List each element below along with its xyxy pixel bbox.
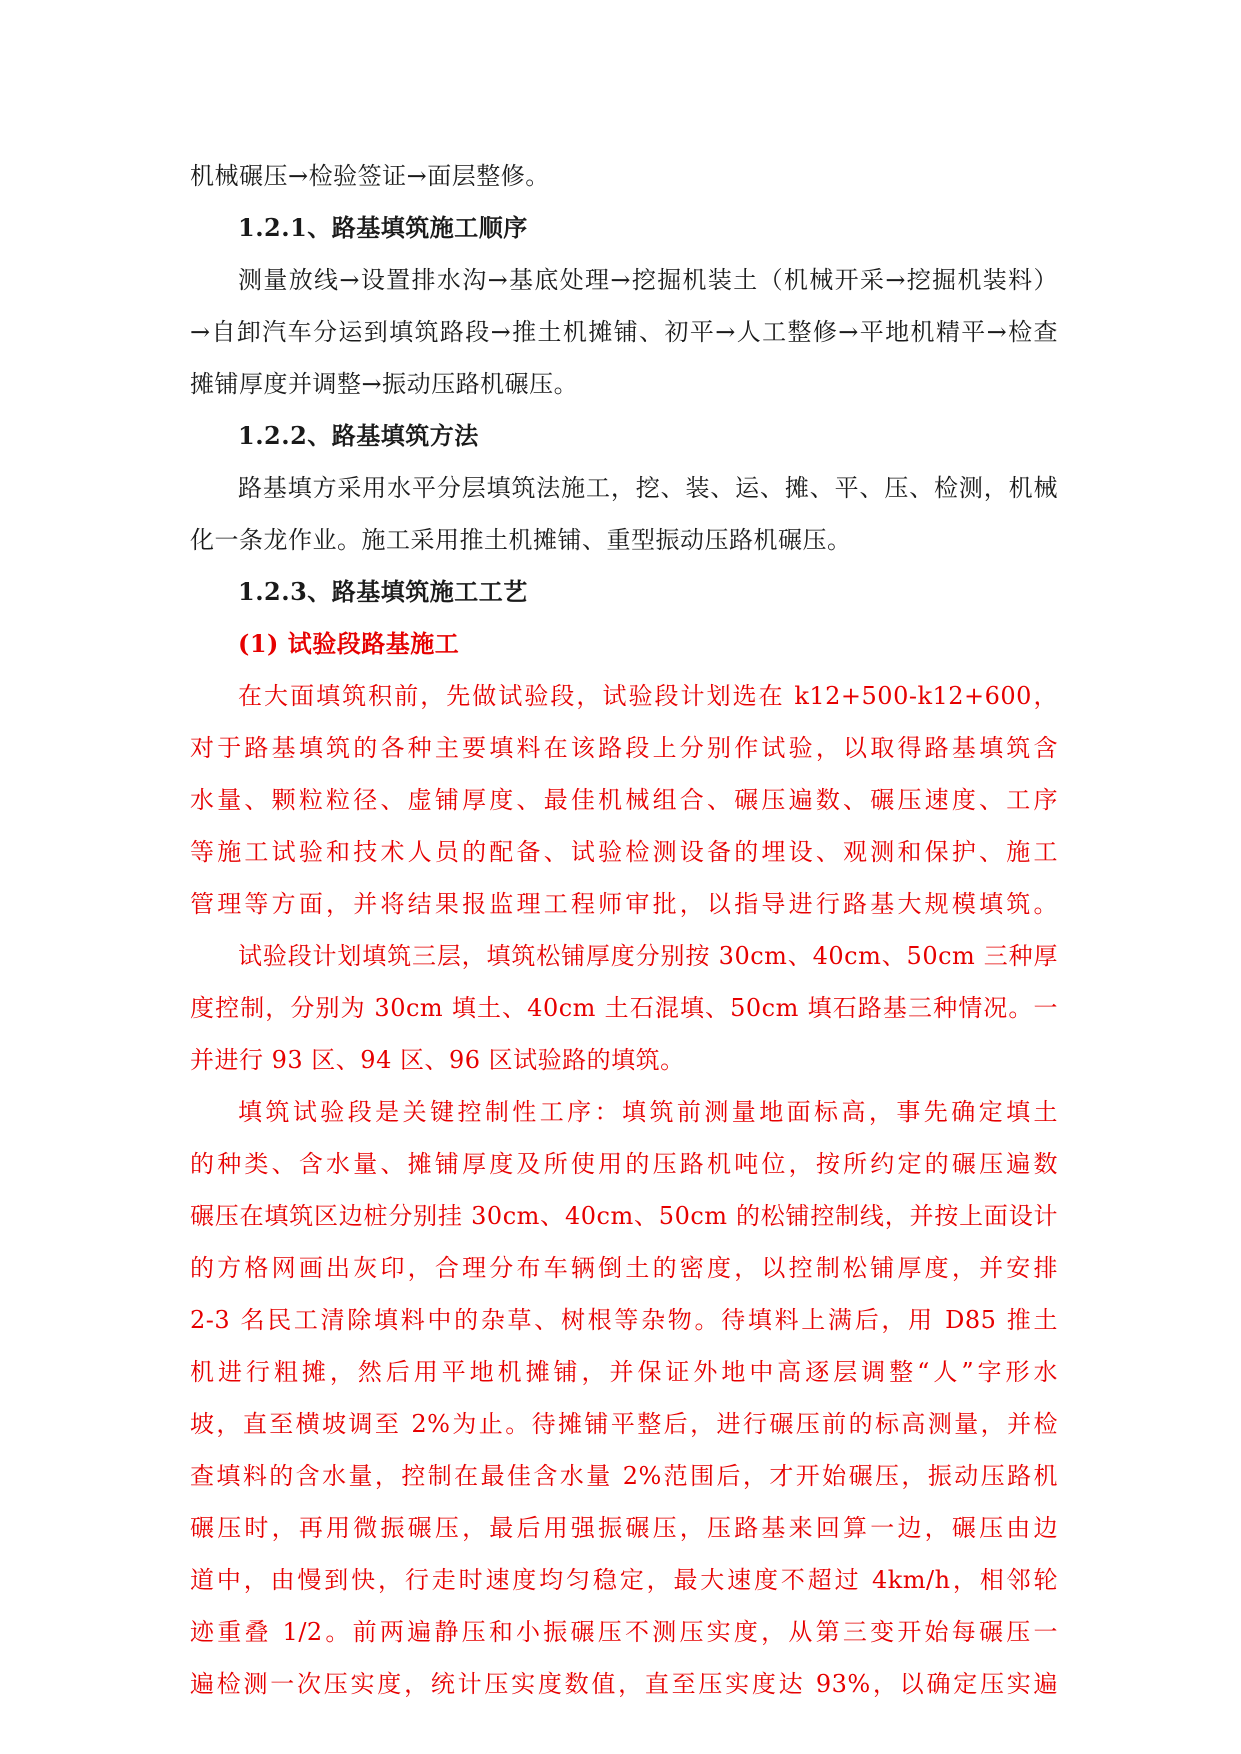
- paragraph-line: 机进行粗摊，然后用平地机摊铺，并保证外地中高逐层调整“人”字形水: [190, 1358, 1058, 1386]
- document-body: [190, 150, 1058, 1710]
- paragraph-line: 机械碾压→检验签证→面层整修。: [190, 162, 550, 190]
- paragraph-line: 对于路基填筑的各种主要填料在该路段上分别作试验，以取得路基填筑含: [190, 734, 1058, 762]
- section-heading-1-2-2: 1.2.2、路基填筑方法: [238, 421, 479, 450]
- paragraph-line: 试验段计划填筑三层，填筑松铺厚度分别按 30cm、40cm、50cm 三种厚: [238, 942, 1058, 970]
- paragraph-line: 2-3 名民工清除填料中的杂草、树根等杂物。待填料上满后，用 D85 推土: [190, 1306, 1058, 1334]
- section-heading-1-2-3: 1.2.3、路基填筑施工工艺: [238, 577, 528, 606]
- paragraph-line: 度控制，分别为 30cm 填土、40cm 土石混填、50cm 填石路基三种情况。一: [190, 994, 1058, 1022]
- paragraph-line: 化一条龙作业。施工采用推土机摊铺、重型振动压路机碾压。: [190, 526, 852, 554]
- paragraph-line: →自卸汽车分运到填筑路段→推土机摊铺、初平→人工整修→平地机精平→检查: [190, 318, 1058, 346]
- paragraph-line: 查填料的含水量，控制在最佳含水量 2%范围后，才开始碾压，振动压路机: [190, 1462, 1058, 1490]
- paragraph-line: 在大面填筑积前，先做试验段，试验段计划选在 k12+500-k12+600，: [238, 682, 1058, 710]
- paragraph-line: 的种类、含水量、摊铺厚度及所使用的压路机吨位，按所约定的碾压遍数: [190, 1150, 1058, 1178]
- paragraph-line: 等施工试验和技术人员的配备、试验检测设备的埋设、观测和保护、施工: [190, 838, 1058, 866]
- paragraph-line: 碾压时，再用微振碾压，最后用强振碾压，压路基来回算一边，碾压由边: [190, 1514, 1058, 1542]
- paragraph-line: 遍检测一次压实度，统计压实度数值，直至压实度达 93%，以确定压实遍: [190, 1670, 1058, 1698]
- paragraph-line: 的方格网画出灰印，合理分布车辆倒土的密度，以控制松铺厚度，并安排: [190, 1254, 1058, 1282]
- paragraph-line: 路基填方采用水平分层填筑法施工，挖、装、运、摊、平、压、检测，机械: [238, 474, 1058, 502]
- section-heading-1-2-1: 1.2.1、路基填筑施工顺序: [238, 213, 528, 242]
- subsection-heading-trial-section: (1) 试验段路基施工: [238, 629, 460, 658]
- paragraph-line: 水量、颗粒粒径、虚铺厚度、最佳机械组合、碾压遍数、碾压速度、工序: [190, 786, 1058, 814]
- paragraph-line: 迹重叠 1/2。前两遍静压和小振碾压不测压实度，从第三变开始每碾压一: [190, 1618, 1058, 1646]
- paragraph-line: 坡，直至横坡调至 2%为止。待摊铺平整后，进行碾压前的标高测量，并检: [190, 1410, 1058, 1438]
- paragraph-line: 并进行 93 区、94 区、96 区试验路的填筑。: [190, 1046, 685, 1074]
- paragraph-line: 管理等方面，并将结果报监理工程师审批，以指导进行路基大规模填筑。: [190, 890, 1058, 918]
- paragraph-line: 道中，由慢到快，行走时速度均匀稳定，最大速度不超过 4km/h，相邻轮: [190, 1566, 1058, 1594]
- paragraph-line: 碾压在填筑区边桩分别挂 30cm、40cm、50cm 的松铺控制线，并按上面设计: [190, 1202, 1058, 1230]
- paragraph-line: 测量放线→设置排水沟→基底处理→挖掘机装土（机械开采→挖掘机装料）: [238, 266, 1058, 294]
- paragraph-line: 摊铺厚度并调整→振动压路机碾压。: [190, 370, 579, 398]
- paragraph-line: 填筑试验段是关键控制性工序：填筑前测量地面标高，事先确定填土: [238, 1098, 1058, 1126]
